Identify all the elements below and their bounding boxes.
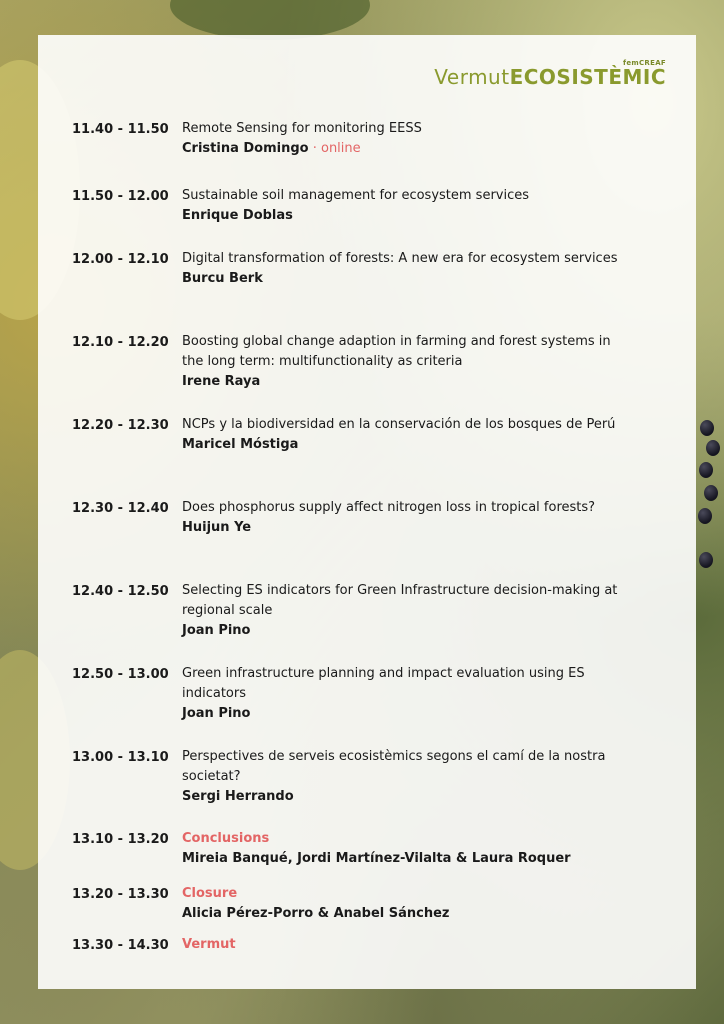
session-title: Digital transformation of forests: A new era for ecosystem services (182, 251, 618, 266)
session-time: 11.50 - 12.00 (72, 189, 169, 204)
session-title: Green infrastructure planning and impact evaluation using ES indicators (182, 666, 585, 701)
session-speaker: Joan Pino (182, 706, 251, 721)
session-title: Perspectives de serveis ecosistèmics segons el camí de la nostra societat? (182, 749, 606, 784)
session-time: 12.40 - 12.50 (72, 584, 169, 599)
session-speaker: Burcu Berk (182, 271, 263, 286)
berry (704, 485, 718, 501)
session-title: Remote Sensing for monitoring EESS (182, 121, 422, 136)
session-speaker: Joan Pino (182, 623, 251, 638)
session-speaker: Cristina Domingo · online (182, 141, 361, 156)
session-time: 12.20 - 12.30 (72, 418, 169, 433)
session-time: 11.40 - 11.50 (72, 122, 169, 137)
session-speaker: Maricel Móstiga (182, 437, 299, 452)
session-time: 13.10 - 13.20 (72, 832, 169, 847)
session-title: Sustainable soil management for ecosystem services (182, 188, 530, 203)
session-time: 12.10 - 12.20 (72, 335, 169, 350)
session-time: 13.00 - 13.10 (72, 750, 169, 765)
berry (700, 420, 714, 436)
logo (434, 59, 666, 87)
berry (699, 462, 713, 478)
session-time: 13.30 - 14.30 (72, 938, 169, 953)
logo-sub: femCREAF (623, 59, 666, 67)
session-speaker: Alicia Pérez-Porro & Anabel Sánchez (182, 906, 450, 921)
session-time: 12.00 - 12.10 (72, 252, 169, 267)
online-badge: · online (308, 141, 361, 156)
session-speaker: Enrique Doblas (182, 208, 293, 223)
berry (698, 508, 712, 524)
session-time: 12.50 - 13.00 (72, 667, 169, 682)
session-title: Does phosphorus supply affect nitrogen loss in tropical forests? (182, 500, 596, 515)
session-title: Conclusions (182, 831, 270, 846)
session-title: NCPs y la biodiversidad en la conservación de los bosques de Perú (182, 417, 616, 432)
session-speaker: Mireia Banqué, Jordi Martínez-Vilalta & Laura Roquer (182, 851, 571, 866)
background-foliage (170, 0, 370, 40)
session-speaker: Huijun Ye (182, 520, 252, 535)
session-title: Selecting ES indicators for Green Infrastructure decision-making at regional scale (182, 583, 618, 618)
session-time: 12.30 - 12.40 (72, 501, 169, 516)
session-title: Boosting global change adaption in farming and forest systems in the long term: multifunctionality as criteria (182, 334, 611, 369)
session-title: Vermut (182, 937, 236, 952)
berry (706, 440, 720, 456)
session-title: Closure (182, 886, 238, 901)
session-speaker: Irene Raya (182, 374, 261, 389)
agenda-card (38, 35, 696, 989)
berry (699, 552, 713, 568)
session-time: 13.20 - 13.30 (72, 887, 169, 902)
session-speaker: Sergi Herrando (182, 789, 294, 804)
logo-main: VermutECOSISTÈMIC (434, 65, 666, 89)
